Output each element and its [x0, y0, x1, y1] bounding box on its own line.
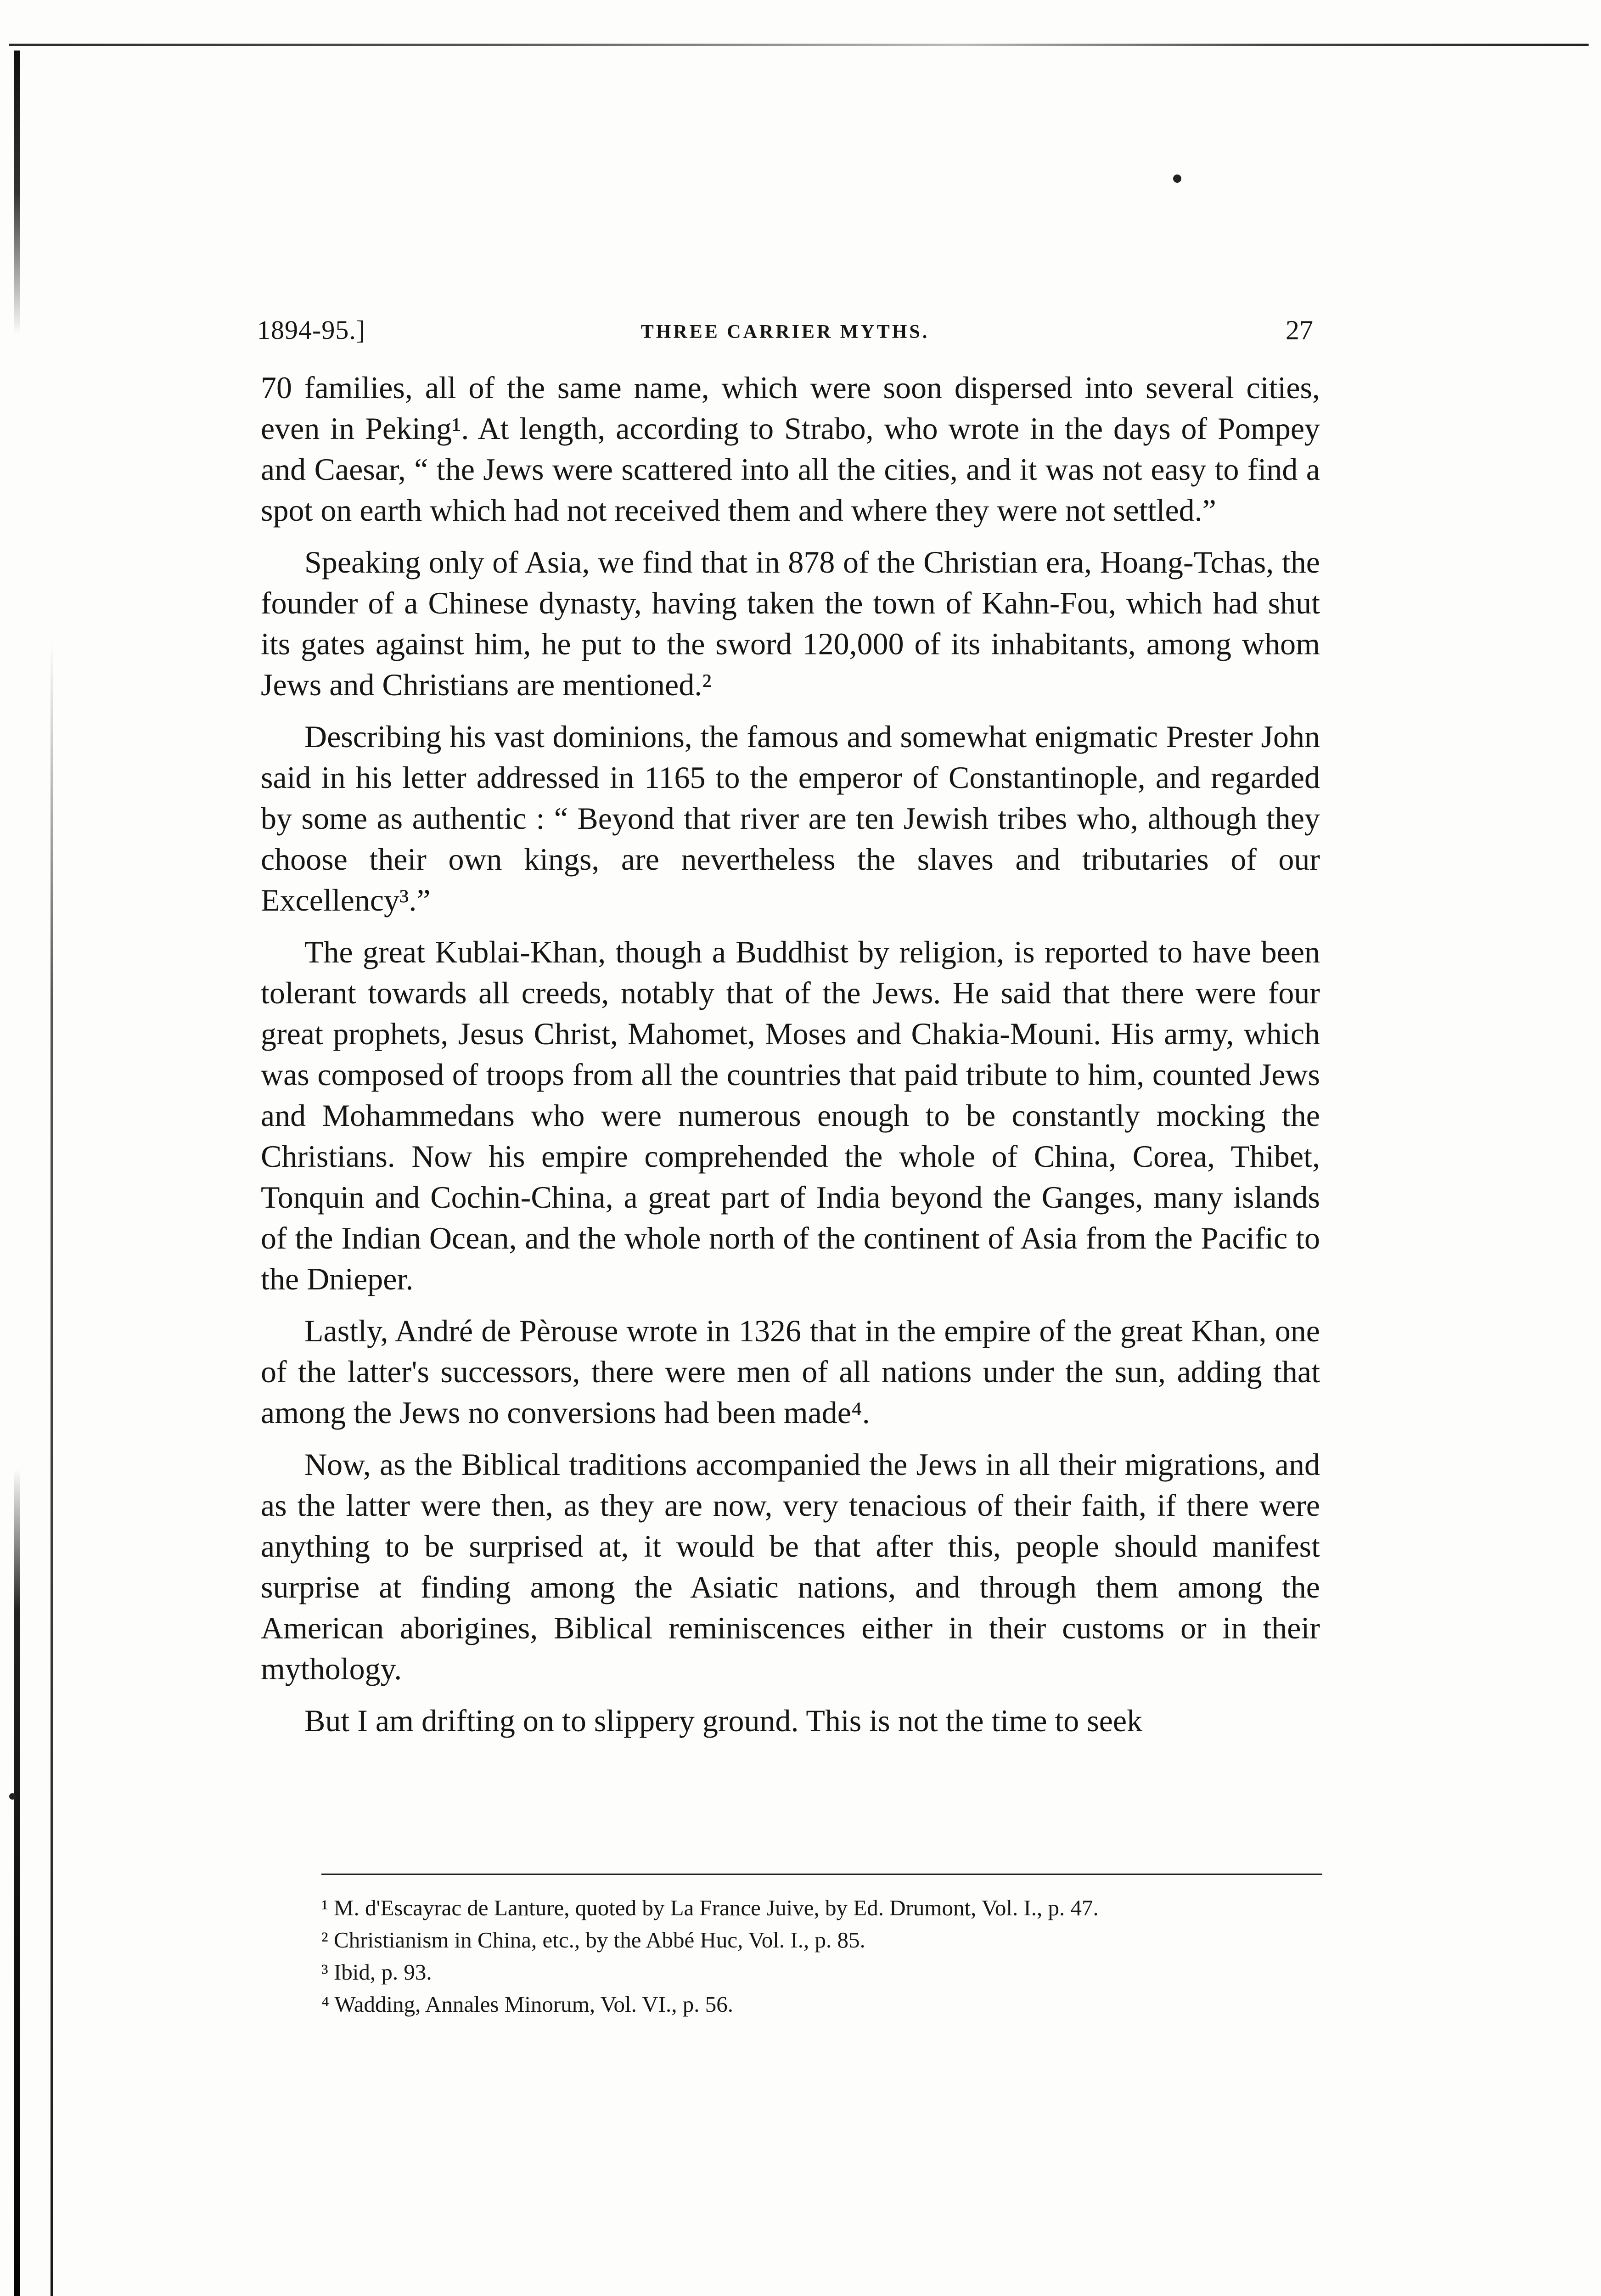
footnote: ⁴ Wadding, Annales Minorum, Vol. VI., p. 56.	[321, 1992, 733, 2017]
paragraph: 70 families, all of the same name, which were soon dispersed into several cities, even in Peking¹. At length, according to Strabo, who wrote in the days of Pompey and Caesar, “ the Jews were scattered into all the cities, and it was not easy to find a spot on earth which had not received them and where they were not settled.”	[261, 370, 1320, 528]
paragraph: Speaking only of Asia, we find that in 878 of the Christian era, Hoang-Tchas, the founder of a Chinese dynasty, having taken the town of Kahn-Fou, which had shut its gates against him, he put to the sword 120,000 of its inhabitants, among whom Jews and Christians are mentioned.²	[261, 545, 1320, 702]
scan-speck	[9, 1793, 16, 1800]
volume-years: 1894-95.]	[257, 315, 366, 345]
scan-binding-shadow	[51, 643, 53, 2296]
paragraph: The great Kublai-Khan, though a Buddhist by religion, is reported to have been tolerant towards all creeds, notably that of the Jews. He said that there were four great prophets, Jesus Christ, Mahomet, Moses and Chakia-Mouni. His army, which was composed of troops from all the countries that paid tribute to him, counted Jews and Mohammedans who were numerous enough to be constantly mocking the Christians. Now his empire comprehended the whole of China, Corea, Thibet, Tonquin and Cochin-China, a great part of India beyond the Ganges, many islands of the Indian Ocean, and the whole north of the continent of Asia from the Pacific to the Dnieper.	[261, 934, 1320, 1296]
scan-speck	[1173, 174, 1181, 183]
footnotes	[321, 1892, 1322, 2020]
paragraph: But I am drifting on to slippery ground. This is not the time to seek	[304, 1703, 1143, 1738]
paragraph: Now, as the Biblical traditions accompanied the Jews in all their migrations, and as the latter were then, as they are now, very tenacious of their faith, if there were anything to be surprised at, it would be that after this, people should manifest surprise at finding among the Asiatic nations, and through them among the American aborigines, Biblical reminiscences either in their customs or in their mythology.	[261, 1447, 1320, 1686]
paragraph: Describing his vast dominions, the famous and somewhat enigmatic Prester John said in his letter addressed in 1165 to the emperor of Constantinople, and regarded by some as authentic : “ Beyond that river are ten Jewish tribes who, although they choose their own kings, are nevertheless the slaves and tributaries of our Excellency³.”	[261, 719, 1320, 917]
footnote: ² Christianism in China, etc., by the Abbé Huc, Vol. I., p. 85.	[321, 1927, 865, 1953]
footnote: ³ Ibid, p. 93.	[321, 1959, 432, 1985]
body-text	[261, 367, 1320, 1741]
footnote: ¹ M. d'Escayrac de Lanture, quoted by La France Juive, by Ed. Drumont, Vol. I., p. 47.	[321, 1895, 1099, 1920]
scan-top-edge	[9, 44, 1589, 46]
running-header	[257, 315, 1313, 356]
running-title: THREE CARRIER MYTHS.	[640, 321, 930, 343]
scan-left-edge	[14, 51, 20, 2296]
paragraph: Lastly, André de Pèrouse wrote in 1326 that in the empire of the great Khan, one of the latter's successors, there were men of all nations under the sun, adding that among the Jews no conversions had been made⁴.	[261, 1313, 1320, 1430]
page-number: 27	[1286, 315, 1313, 345]
footnote-rule	[321, 1874, 1322, 1875]
